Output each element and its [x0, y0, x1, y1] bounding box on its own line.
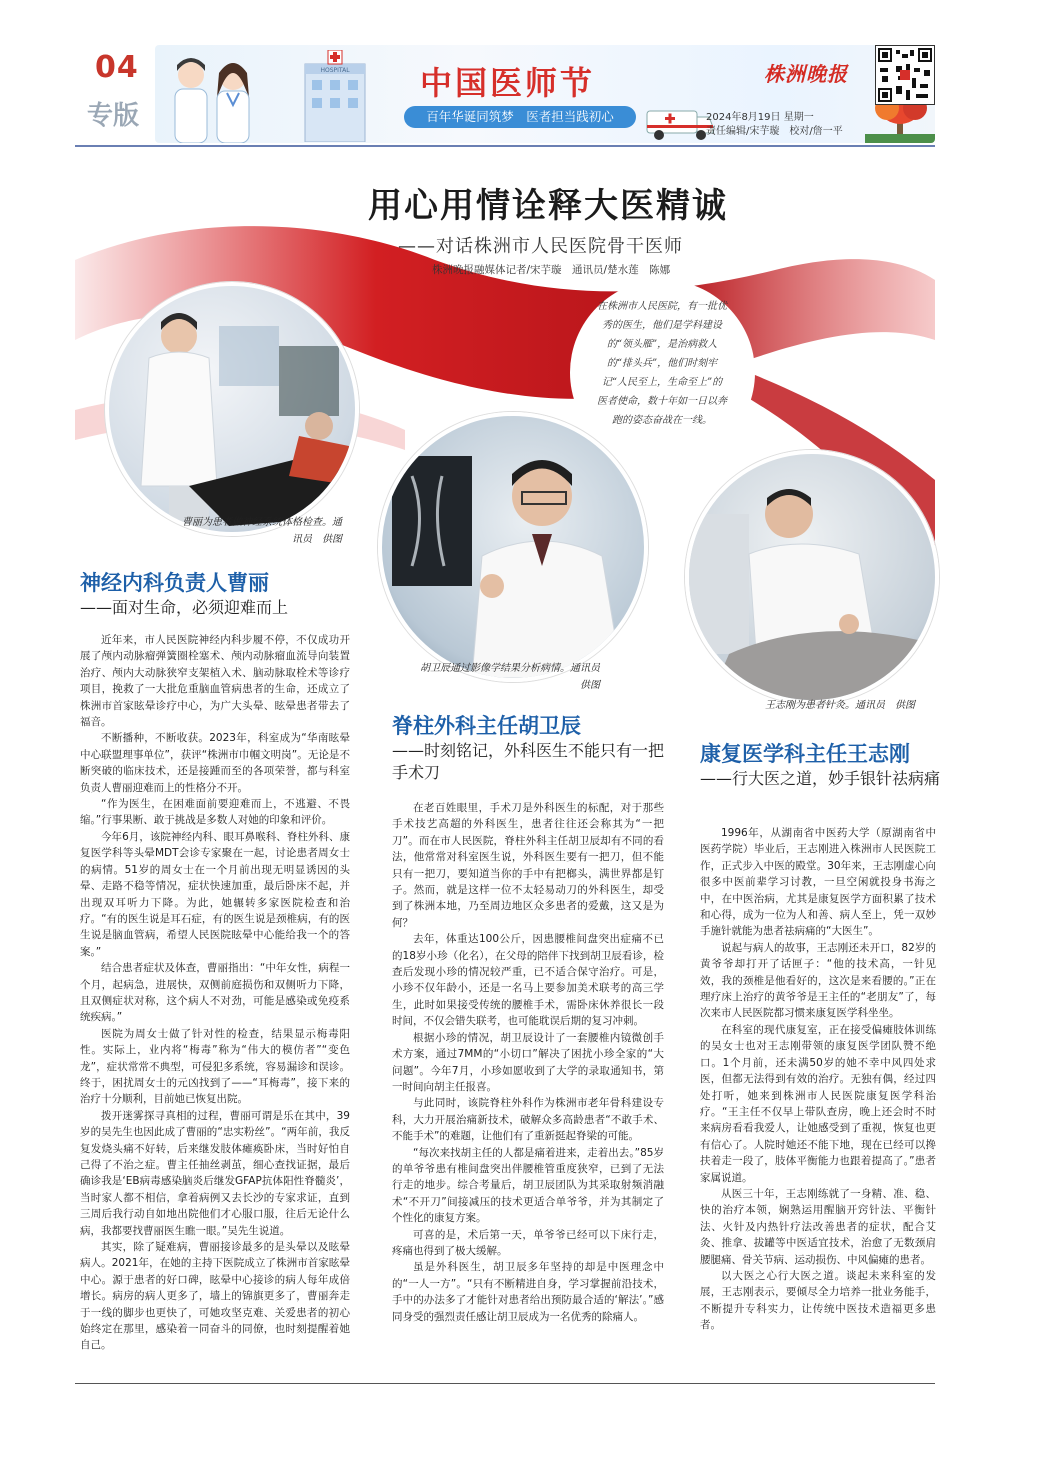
intro-text: 在株洲市人民医院，有一批优秀的医生，他们是学科建设的“领头雁”，是治病救人的“排头兵”，他们时刻牢记“人民至上，生命至上”的医者使命，数十年如一日以奔跑的姿态奋战在一线。 [597, 301, 727, 426]
editor-credit: 责任编辑/宋芋璇 校对/詹一平 [706, 126, 843, 137]
section-subtitle-wang: ——行大医之道，妙手银针祛病痛 [700, 769, 941, 788]
paragraph: 其实，除了疑难病，曹丽接诊最多的是头晕以及眩晕病人。2021年，在她的主持下医院成立了株洲市首家眩晕中心。源于患者的好口碑，眩晕中心接诊的病人每年成倍增长。病房的病人更多了，墙上的锦旗更多了，曹丽奔走于一线的脚步也更快了，可她攻坚克难、关爱患者的初心始终定在那里，感染着一同奋斗的同僚，也时刻提醒着她自己。 [80, 1241, 350, 1352]
slogan-pill: 百年华诞同筑梦 医者担当践初心 [404, 106, 636, 128]
caption-cao-li: 曹丽为患者做神经系统体格检查。通讯员 供图 [182, 517, 342, 545]
issue-date: 2024年8月19日 星期一 [706, 112, 814, 123]
paragraph: 可喜的是，术后第一天，单爷爷已经可以下床行走，疼痛也得到了极大缓解。 [392, 1228, 664, 1257]
photo-cao-li [105, 282, 359, 536]
article-cao [80, 632, 350, 1354]
paragraph: 不断播种，不断收获。2023年，科室成为“华南眩晕中心联盟理事单位”，获评“株洲市巾帼文明岗”。无论是不断突破的临床技术，还是接踵而至的各项荣誉，都与科室负责人曹丽迎难而上的性格分不开。 [80, 732, 350, 794]
paragraph: 与此同时，该院脊柱外科作为株洲市老年骨科建设专科，大力开展治痛新技术，破解众多高龄患者“不敢手术、不能手术”的难题，让他们有了重新挺起脊梁的可能。 [392, 1097, 664, 1143]
headline: 用心用情诠释大医精诚 [368, 186, 728, 226]
byline: 株洲晚报融媒体记者/宋芋璇 通讯员/楚水莲 陈娜 [432, 264, 671, 276]
paragraph: 今年6月，该院神经内科、眼耳鼻喉科、脊柱外科、康复医学科等头晕MDT会诊专家聚在一起，讨论患者周女士的病情。51岁的周女士在一个月前出现无明显诱因的头晕、走路不稳等情况，症状快速加重，最后卧床不起，并出现双耳听力下降。为此，她辗转多家医院检查和治疗。“有的医生说是耳石症，有的医生说是颈椎病，有的医生说是脑血管病，希望人民医院眩晕中心能给我一个的答案。” [80, 830, 350, 958]
section-subtitle-cao: ——面对生命，必须迎难而上 [80, 598, 289, 617]
paragraph: 1996年，从湖南省中医药大学（原湖南省中医药学院）毕业后，王志刚进入株洲市人民医院工作，正式步入中医的殿堂。30年来，王志刚虚心向很多中医前辈学习讨教，一旦空闲就投身书海之中，在中医治病，尤其是康复医学方面积累了技术和心得，成为一位为人和善、病人至上，凭一双妙手施针就能为患者祛病痛的“大医生”。 [700, 827, 936, 938]
article-hu [392, 800, 664, 1325]
section-subtitle-hu: ——时刻铭记，外科医生不能只有一把手术刀 [392, 741, 665, 782]
doctors-illustration [163, 53, 263, 143]
header-divider [75, 145, 935, 147]
paragraph: 根据小珍的情况，胡卫辰设计了一套腰椎内镜微创手术方案，通过7MM的“小切口”解决了困扰小珍全家的“大问题”。今年7月，小珍如愿收到了大学的录取通知书，第一时间向胡主任报喜。 [392, 1031, 664, 1093]
paragraph: “作为医生，在困难面前要迎难而上，不逃避、不畏缩。”行事果断、敢于挑战是多数人对她的印象和评价。 [80, 798, 350, 827]
paragraph: 在科室的现代康复室，正在接受偏瘫肢体训练的吴女士也对王志刚带领的康复医学团队赞不绝口。1个月前，还未满50岁的她不幸中风四处求医，但都无法得到有效的治疗。无独有偶，经过四处打听，她来到株洲市人民医院康复医学科治疗。“王主任不仅早上带队查房，晚上还会时不时来病房看看我爱人，让她感受到了重视，恢复也更有信心了。人院时她还不能下地，现在已经可以搀扶着走一段了，肢体平衡能力也跟着提高了。”患者家属说道。 [700, 1023, 936, 1184]
article-wang [700, 825, 936, 1334]
paragraph: 拨开迷雾探寻真相的过程，曹丽可谓是乐在其中，39岁的吴先生也因此成了曹丽的“忠实粉丝”。“两年前，我反复发烧头痛不好转，后来继发肢体瘫痪卧床，当时好怕自己得了不治之症。曹主任抽丝剥茧，细心查找证据，最后确诊我是‘EB病毒感染脑炎后继发GFAP抗体阳性脊髓炎’，当时家人都不相信，拿着病例又去长沙的专家求证，直到三周后我行动自如地出院他们才心服口服，往后无论什么病，我都要找曹丽医生瞧一眼。”吴先生说道。 [80, 1109, 350, 1237]
hospital-illustration [300, 50, 390, 142]
paragraph: 去年，体重达100公斤，因患腰椎间盘突出症痛不已的18岁小珍（化名），在父母的陪伴下找到胡卫辰看诊，检查后发现小珍的情况较严重，已不适合保守治疗。可是，小珍不仅年龄小，还是一名马上要参加美术联考的高三学生，此时如果接受传统的腰椎手术，需卧床休养很长一段时间，不仅会错失联考，也可能耽误后期的复习冲刺。 [392, 933, 664, 1028]
paragraph: 虽是外科医生，胡卫辰多年坚持的却是中医理念中的“一人一方”。“只有不断精进自身，学习掌握前沿技术，手中的办法多了才能针对患者给出预防最合适的‘解法’。”感同身受的强烈责任感让胡卫辰成为一名优秀的除痛人。 [392, 1261, 664, 1323]
festival-title: 中国医师节 [420, 64, 596, 102]
section-label: 专版 [87, 101, 140, 131]
section-title-cao: 神经内科负责人曹丽 [80, 570, 269, 595]
subheadline: ——对话株洲市人民医院骨干医师 [398, 236, 683, 257]
qr-code-icon [875, 45, 935, 105]
section-title-hu: 脊柱外科主任胡卫辰 [392, 713, 581, 738]
footer-divider [75, 1383, 935, 1384]
caption-wang-zhigang: 王志刚为患者针灸。通讯员 供图 [765, 700, 915, 711]
paragraph: 从医三十年，王志刚练就了一身精、准、稳、快的治疗本领，娴熟运用醒脑开窍针法、平衡针法、火针及内热针疗法改善患者的症状，配合艾灸、推拿、拔罐等中医适宜技术，治愈了无数颈肩腰腿痛、骨关节病、运动损伤、中风偏瘫的患者。 [700, 1187, 936, 1266]
page-number: 04 [95, 50, 139, 85]
photo-hu-weichen [378, 412, 648, 682]
newspaper-logo: 株洲晚报 [764, 62, 848, 86]
paragraph: 在老百姓眼里，手术刀是外科医生的标配，对于那些手术技艺高超的外科医生，患者往往还会称其为“一把刀”。而在市人民医院，脊柱外科主任胡卫辰却有不同的看法，他常常对科室医生说，外科医生要有一把刀，但不能只有一把刀，要知道当你的手中有把榔头，满世界都是钉子。然而，就是这样一位不太轻易动刀的外科医生，却受到了株洲本地，乃至周边地区众多患者的爱戴，这又是为何？ [392, 802, 664, 929]
paragraph: 结合患者症状及体查，曹丽指出：“中年女性，病程一个月，起病急，进展快，双侧前庭损伤和双侧听力下降，且双侧症状对称，这个病人不对劲，可能是感染或免疫系统疾病。” [80, 962, 350, 1024]
paragraph: 近年来，市人民医院神经内科步履不停，不仅成功开展了颅内动脉瘤弹簧圈栓塞术、颅内动脉瘤血流导向装置治疗、颅内大动脉狭窄支架植入术、脑动脉取栓术等诊疗项目，挽救了一大批危重脑血管病患者的生命，还成立了株洲市首家眩晕诊疗中心，为广大头晕、眩晕患者带去了福音。 [80, 634, 350, 729]
paragraph: 以大医之心行大医之道。谈起未来科室的发展，王志刚表示，要倾尽全力培养一批业务能手，不断提升专科实力，让传统中医技术造福更多患者。 [700, 1269, 936, 1332]
paragraph: 说起与病人的故事，王志刚还未开口，82岁的黄爷爷却打开了话匣子：“他的技术高，一针见效，我的颈椎是他看好的，这次是来看腰的。”正在理疗床上治疗的黄爷爷是王主任的“老朋友”了，每次来市人民医院都习惯来康复医学科坐坐。 [700, 941, 936, 1020]
section-title-wang: 康复医学科主任王志刚 [700, 741, 910, 766]
photo-wang-zhigang [685, 450, 939, 704]
caption-hu-weichen: 胡卫辰通过影像学结果分析病情。通讯员 供图 [420, 663, 610, 691]
paragraph: 医院为周女士做了针对性的检查，结果显示梅毒阳性。实际上，业内将“梅毒”称为“伟大的模仿者”“变色龙”，症状常常不典型，可侵犯多系统，容易漏诊和误诊。终于，困扰周女士的元凶找到了——“耳梅毒”，接下来的治疗十分顺利，目前她已恢复出院。 [80, 1027, 350, 1106]
ambulance-illustration [645, 105, 715, 141]
hospital-sign: HOSPITAL [320, 67, 350, 74]
paragraph: “每次来找胡主任的人都是痛着进来，走着出去。”85岁的单爷爷患有椎间盘突出伴腰椎管重度狭窄，已到了无法行走的地步。综合考量后，胡卫辰团队为其采取射频消融术“不开刀”间接减压的技术更适合单爷爷，并为其制定了个性化的康复方案。 [392, 1146, 664, 1225]
